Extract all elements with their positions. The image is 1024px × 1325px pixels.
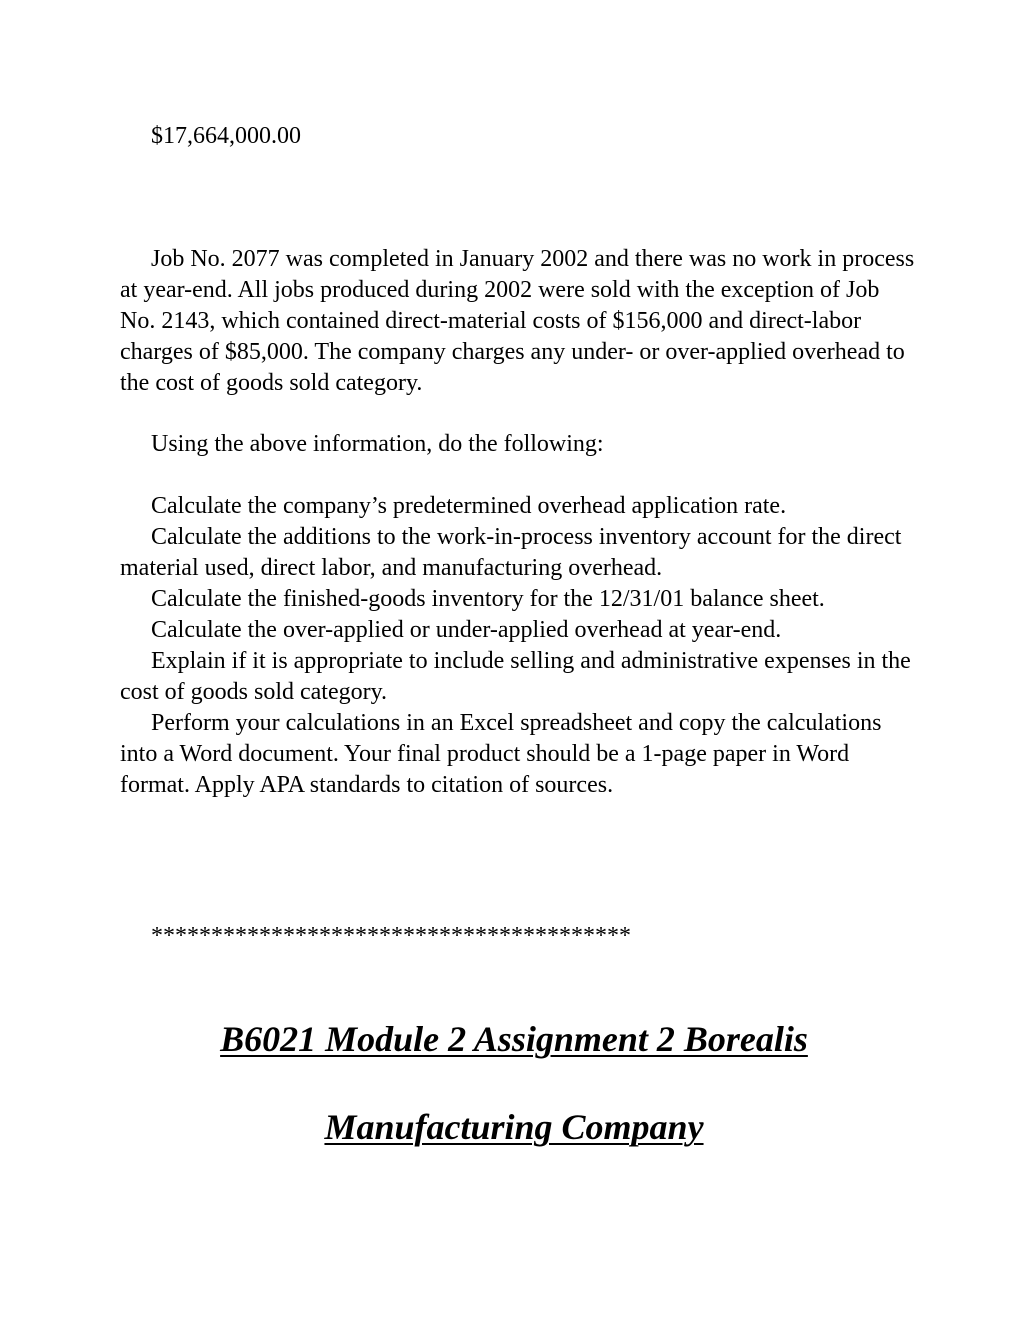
separator-line: ****************************************	[151, 923, 631, 949]
amount-text: $17,664,000.00	[151, 123, 301, 149]
task-item: Calculate the finished-goods inventory for the 12/31/01 balance sheet.	[151, 586, 825, 612]
task-item: Calculate the additions to the work-in-process inventory account for the direct material used, direct labor, and manufacturing overhead.	[120, 524, 902, 581]
task-item: Perform your calculations in an Excel spreadsheet and copy the calculations into a Word document. Your final product should be a 1-page paper in Word format. Apply APA standards to citation of sources.	[120, 710, 882, 798]
task-list	[120, 491, 920, 801]
heading-line-2: Manufacturing Company	[324, 1107, 704, 1147]
paragraph-instructions: Using the above information, do the following:	[151, 431, 604, 457]
task-item: Explain if it is appropriate to include selling and administrative expenses in the cost of goods sold category.	[120, 648, 911, 705]
paragraph-job-details: Job No. 2077 was completed in January 2002 and there was no work in process at year-end. All jobs produced during 2002 were sold with the exception of Job No. 2143, which contained direct-material costs of $156,000 and direct-labor charges of $85,000. The company charges any under- or over-applied overhead to the cost of goods sold category.	[120, 246, 915, 396]
task-item: Calculate the company’s predetermined overhead application rate.	[151, 493, 787, 519]
task-item: Calculate the over-applied or under-applied overhead at year-end.	[151, 617, 782, 643]
heading-line-1: B6021 Module 2 Assignment 2 Borealis	[220, 1019, 808, 1059]
